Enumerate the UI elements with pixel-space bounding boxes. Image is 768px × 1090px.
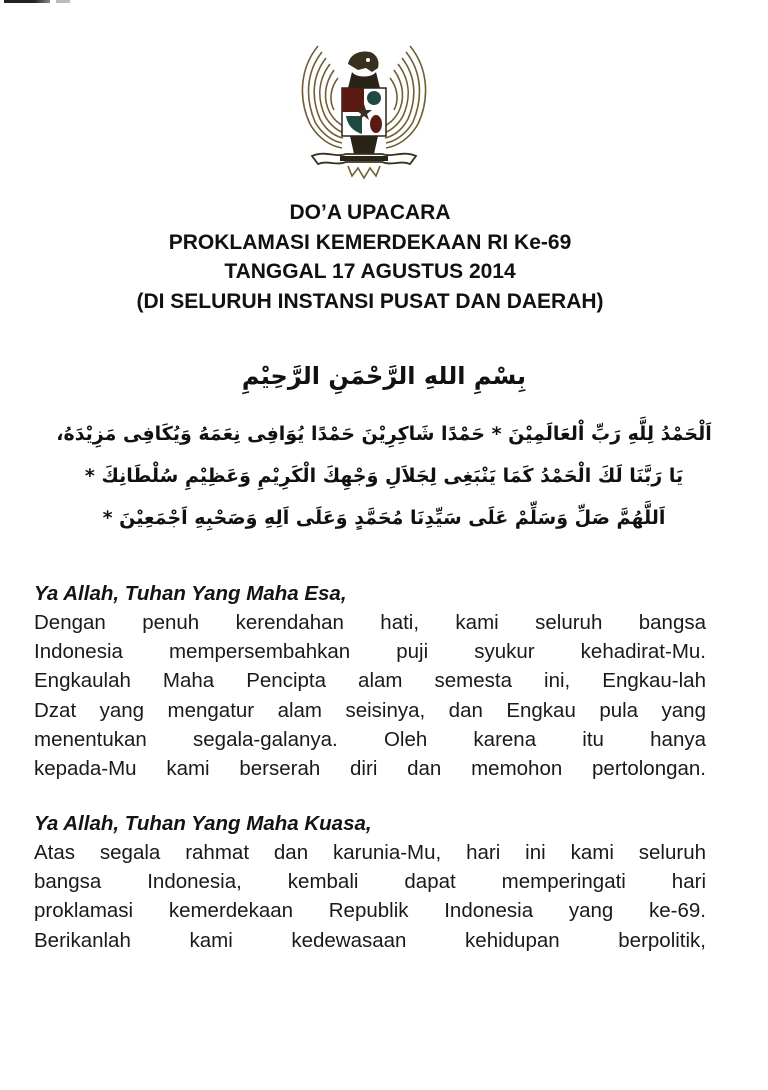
paragraph-line: kepada-Mu kami berserah diri dan memohon pertolongan. (34, 757, 706, 781)
section-heading: Ya Allah, Tuhan Yang Maha Kuasa, (34, 812, 372, 835)
scan-artifact-mark (56, 0, 70, 3)
paragraph-line: proklamasi kemerdekaan Republik Indonesia yang ke-69. (34, 899, 706, 923)
arabic-prayer-line: اَللَّهُمَّ صَلِّ وَسَلِّمْ عَلَى سَيِّدِنَا مُحَمَّدٍ وَعَلَى اَلِهِ وَصَحْبِهِ اَجْمَعِيْنَ * (102, 507, 666, 529)
paragraph-line: menentukan segala-galanya. Oleh karena itu hanya (34, 727, 706, 751)
document-title (0, 198, 740, 316)
paragraph-line: Engkaulah Maha Pencipta alam semesta ini, Engkau-lah (34, 669, 706, 693)
title-line: (DI SELURUH INSTANSI PUSAT DAN DAERAH) (136, 289, 604, 313)
prayer-section-maha-esa (34, 580, 706, 783)
paragraph-line: Dengan penuh kerendahan hati, kami seluruh bangsa (34, 611, 706, 634)
garuda-pancasila-emblem-icon (296, 38, 432, 180)
paragraph-line: Dzat yang mengatur alam seisinya, dan Engkau pula yang (34, 698, 706, 722)
title-line: DO’A UPACARA (289, 201, 451, 224)
scan-artifact-mark (4, 0, 50, 3)
basmala-text: بِسْمِ اللهِ الرَّحْمَنِ الرَّحِيْمِ (241, 362, 527, 390)
prayer-section-maha-kuasa (34, 810, 706, 955)
paragraph-line: Berikanlah kami kedewasaan kehidupan berpolitik, (34, 928, 706, 952)
arabic-prayer-line: يَا رَبَّنَا لَكَ الْحَمْدُ كَمَا يَنْبَغِى لِجَلاَلِ وَجْهِكَ الْكَرِيْمِ وَعَظِيْمِ سُلْطَانِكَ * (84, 465, 684, 487)
section-heading: Ya Allah, Tuhan Yang Maha Esa, (34, 582, 347, 605)
paragraph-line: Indonesia mempersembahkan puji syukur kehadirat-Mu. (34, 640, 706, 664)
paragraph-line: bangsa Indonesia, kembali dapat memperingati hari (34, 870, 706, 894)
title-line: TANGGAL 17 AGUSTUS 2014 (224, 260, 516, 283)
arabic-prayer-line: اَلْحَمْدُ لِلَّهِ رَبِّ اْلعَالَمِيْنَ * حَمْدًا شَاكِرِيْنَ حَمْدًا يُوَافِى نِعَمَهُ وَيُكَافِى مَزِيْدَهُ، (56, 423, 712, 445)
paragraph-line: Atas segala rahmat dan karunia-Mu, hari ini kami seluruh (34, 841, 706, 864)
title-line: PROKLAMASI KEMERDEKAAN RI Ke-69 (168, 230, 572, 254)
